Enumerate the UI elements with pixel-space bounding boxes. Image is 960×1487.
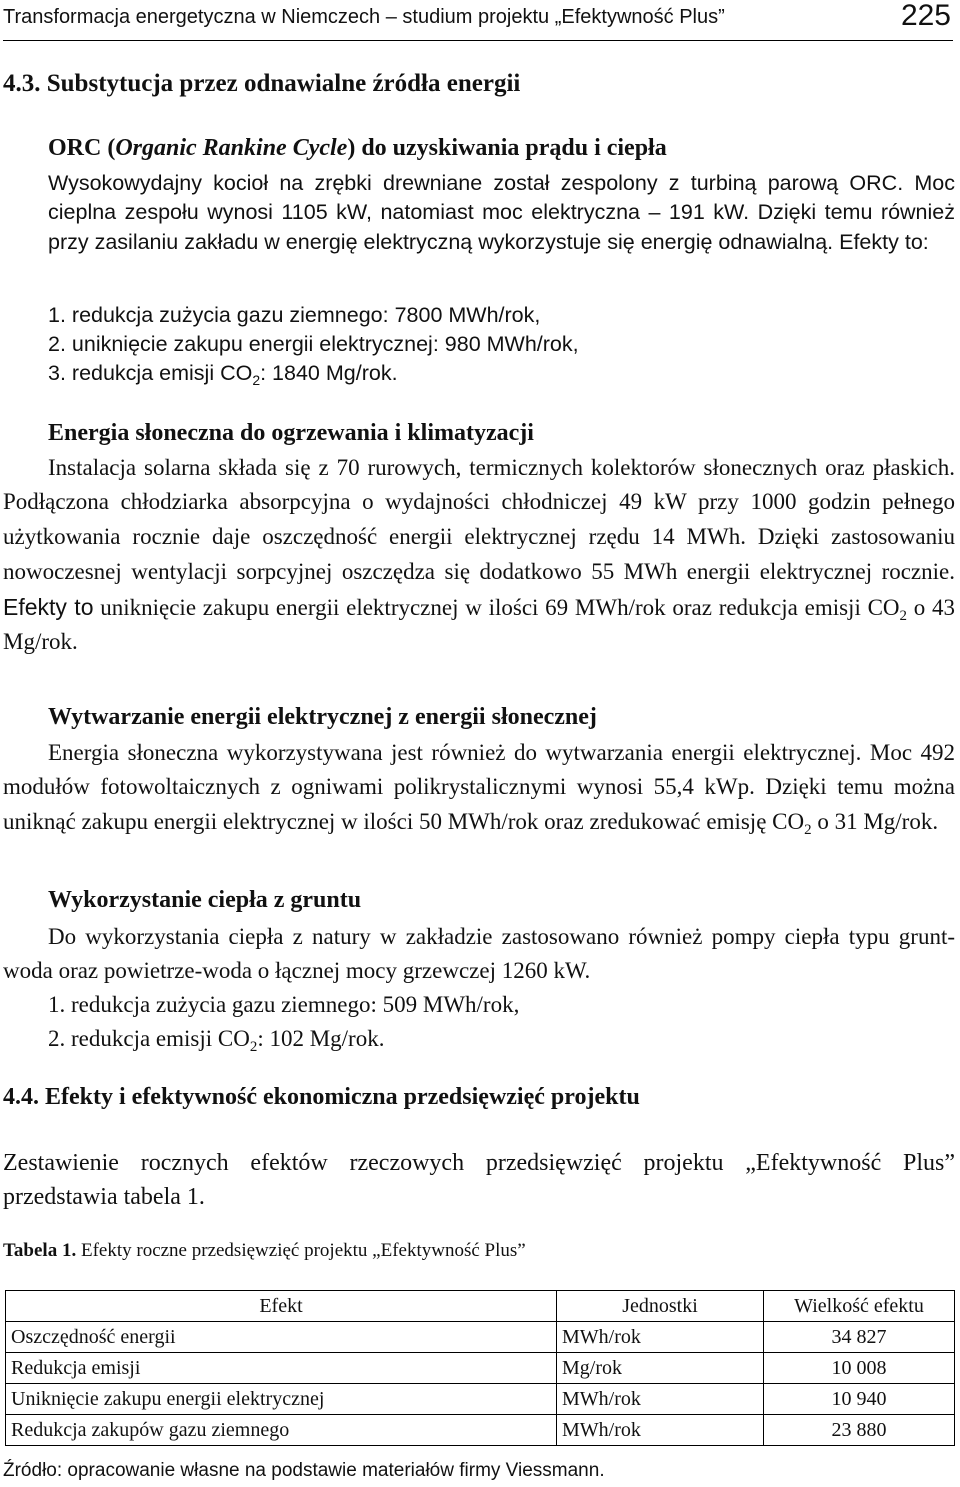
table-header-cell: Efekt [6, 1291, 557, 1322]
running-title: Transformacja energetyczna w Niemczech – studium projektu „Efektywność Plus” [3, 6, 725, 28]
table-row [6, 1353, 955, 1384]
table-row [6, 1322, 955, 1353]
orc-heading-italic: Organic Rankine Cycle [115, 135, 348, 161]
table-header-cell: Jednostki [557, 1291, 764, 1322]
table-cell: 23 880 [764, 1415, 955, 1446]
orc-paragraph: Wysokowydajny kocioł na zrębki drewniane został zespolony z turbiną parową ORC. Moc cieplna zespołu wynosi 1105 kW, natomiast moc elektryczna – 191 kW. Dzięki temu również przy zasilaniu zakładu w energię elektryczną wykorzystuje się energię odnawialną. Efekty to: [48, 171, 955, 254]
table-header-row [6, 1291, 955, 1322]
pv-heading: Wytwarzanie energii elektrycznej z energii słonecznej [48, 704, 597, 730]
section-4-4-paragraph: Zestawienie rocznych efektów rzeczowych przedsięwzięć projektu „Efektywność Plus” przedstawia tabela 1. [3, 1150, 955, 1211]
solar-heat-heading: Energia słoneczna do ogrzewania i klimatyzacji [48, 420, 534, 446]
table-cell: 10 008 [764, 1353, 955, 1384]
table-cell: MWh/rok [557, 1384, 764, 1415]
page-number: 225 [900, 0, 951, 32]
pv-paragraph: Energia słoneczna wykorzystywana jest również do wytwarzania energii elektrycznej. Moc 492 modułów fotowoltaicznych z ogniwami polikrystalicznymi wynosi 55,4 kWp. Dzięki temu można uniknąć zakupu energii elektrycznej w ilości 50 MWh/rok oraz zredukować emisję $CO_2$ o 31 Mg/rok. [3, 740, 955, 839]
solar-heat-paragraph: Instalacja solarna składa się z 70 rurowych, termicznych kolektorów słonecznych oraz płaskich. Podłączona chłodziarka absorpcyjna o wydajności chłodniczej 49 kW przy 1000 godzin pełnego użytkowania rocznie daje oszczędność energii elektrycznej rzędu 14 MWh. Dzięki zastosowaniu nowoczesnej wentylacji sorpcyjnej oszczędza się dodatkowo 55 MWh energii elektrycznej rocznie. Efekty to uniknięcie zakupu energii elektrycznej w ilości 69 MWh/rok oraz redukcja emisji $CO_2$ o 43 Mg/rok. [3, 455, 955, 655]
table-row [6, 1384, 955, 1415]
table-cell: MWh/rok [557, 1322, 764, 1353]
section-4-4-heading: 4.4. Efekty i efektywność ekonomiczna przedsięwzięć projektu [3, 1084, 640, 1110]
ground-heat-heading: Wykorzystanie ciepła z gruntu [48, 887, 362, 913]
orc-effects-list [48, 301, 579, 388]
table-cell: Redukcja zakupów gazu ziemnego [6, 1415, 557, 1446]
section-4-3-heading: 4.3. Substytucja przez odnawialne źródła energii [3, 70, 521, 97]
orc-heading: ORC (Organic Rankine Cycle) do uzyskiwania prądu i ciepła [48, 135, 667, 161]
table-cell: 34 827 [764, 1322, 955, 1353]
table-cell: Oszczędność energii [6, 1322, 557, 1353]
table-cell: Uniknięcie zakupu energii elektrycznej [6, 1384, 557, 1415]
table-cell: MWh/rok [557, 1415, 764, 1446]
effects-table [5, 1290, 955, 1446]
list-item: 1. redukcja zużycia gazu ziemnego: 7800 MWh/rok, [48, 303, 541, 327]
table-cell: Redukcja emisji [6, 1353, 557, 1384]
table-cell: 10 940 [764, 1384, 955, 1415]
table-source-note: Źródło: opracowanie własne na podstawie materiałów firmy Viessmann. [3, 1460, 605, 1481]
table-row [6, 1415, 955, 1446]
table-caption: Tabela 1. Efekty roczne przedsięwzięć projektu „Efektywność Plus” [3, 1240, 526, 1261]
list-item: 2. redukcja emisji $CO_2$: 102 Mg/rok. [48, 1026, 385, 1056]
list-item: 2. uniknięcie zakupu energii elektrycznej: 980 MWh/rok, [48, 332, 579, 356]
table-cell: Mg/rok [557, 1353, 764, 1384]
ground-effects-list [48, 988, 519, 1056]
ground-heat-paragraph: Do wykorzystania ciepła z natury w zakładzie zastosowano również pompy ciepła typu grunt-woda oraz powietrze-woda o łącznej mocy grzewczej 1260 kW. [3, 924, 955, 984]
running-header [3, 2, 953, 41]
list-item: 1. redukcja zużycia gazu ziemnego: 509 MWh/rok, [48, 992, 520, 1017]
list-item: 3. redukcja emisji $CO_2$: 1840 Mg/rok. [48, 361, 398, 388]
table-header-cell: Wielkość efektu [764, 1291, 955, 1322]
